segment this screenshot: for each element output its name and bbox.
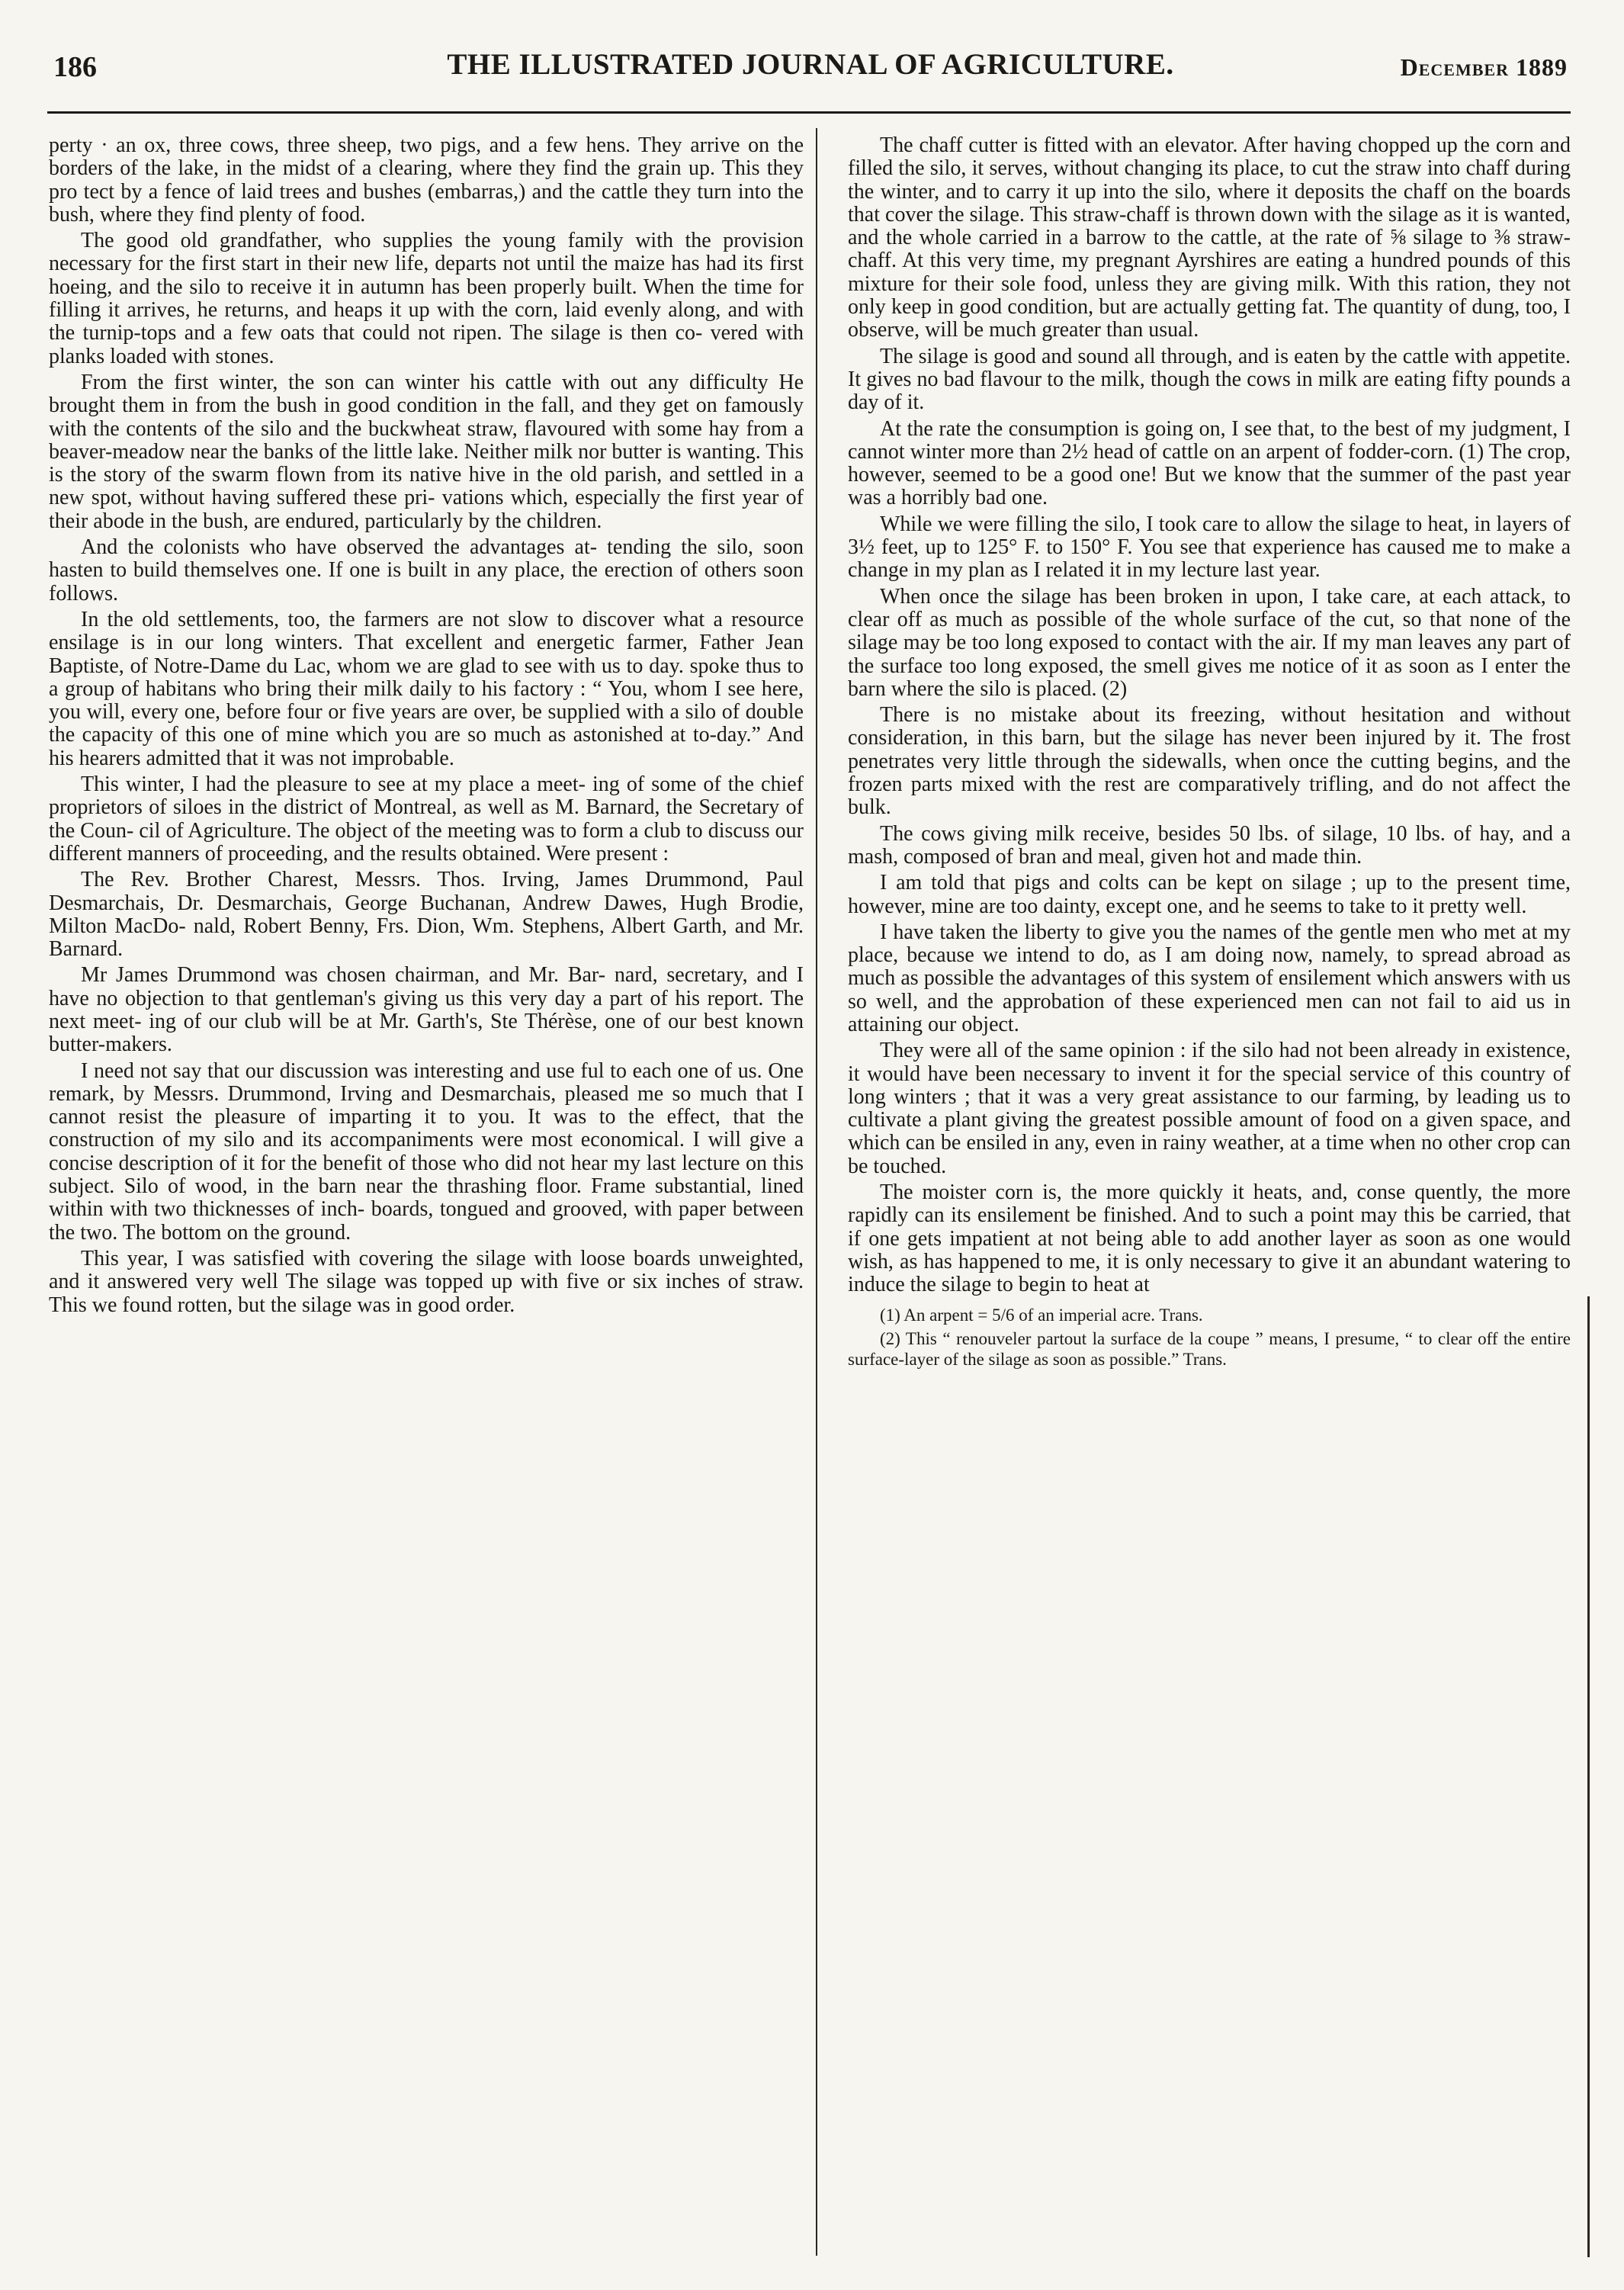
column-divider — [816, 128, 817, 2256]
paragraph: The Rev. Brother Charest, Messrs. Thos. Irving, James Drummond, Paul Desmarchais, Dr. Desmarchais, George Buchanan, Andrew Dawes, Hugh Brodie, Milton MacDo- nald, Robert Benny, Frs. Dion, Wm. Stephens, Albert Garth, and Mr. Barnard. — [49, 868, 804, 962]
page-number: 186 — [53, 51, 97, 83]
header-rule — [47, 111, 1571, 114]
paragraph: There is no mistake about its freezing, without hesitation and without consideration, in this barn, but the silage has never been injured by it. The frost penetrates very little through the sidewalls, when once the cutting begins, and the frozen parts mixed with the rest are comparatively trifling, and do not affect the bulk. — [848, 703, 1571, 820]
paragraph: The good old grandfather, who supplies the young family with the provision necessary for the first start in their new life, departs not until the maize has had its first hoeing, and the silo to receive it in autumn has been properly built. When the time for filling it arrives, he returns, and heaps it up with the corn, laid evenly along, and with the turnip-tops and a few oats that could not ripen. The silage is then co- vered with planks loaded with stones. — [49, 229, 804, 368]
paragraph: Mr James Drummond was chosen chairman, and Mr. Bar- nard, secretary, and I have no objection to that gentleman's giving us this very day a part of his report. The next meet- ing of our club will be at Mr. Garth's, Ste Thérèse, one of our best known butter-makers. — [49, 963, 804, 1057]
paragraph: And the colonists who have observed the advantages at- tending the silo, soon hasten to build themselves one. If one is built in any place, the erection of others soon follows. — [49, 535, 804, 605]
paragraph: The silage is good and sound all through, and is eaten by the cattle with appetite. It gives no bad flavour to the milk, though the cows in milk are eating fifty pounds a day of it. — [848, 344, 1571, 415]
paragraph: When once the silage has been broken in upon, I take care, at each attack, to clear off as much as possible of the whole surface of the cut, so that none of the silage may be too long exposed to contact with the air. If my man leaves any part of the surface too long exposed, the smell gives me notice of it as soon as I enter the barn where the silo is placed. (2) — [848, 584, 1571, 701]
paragraph: I am told that pigs and colts can be kept on silage ; up to the present time, however, mine are too dainty, except one, and he seems to take to it pretty well. — [848, 871, 1571, 918]
footnote: (2) This “ renouveler partout la surface de la coupe ” means, I presume, “ to clear off the entire surface-layer of the silage as soon as possible.” Trans. — [848, 1328, 1571, 1369]
left-column — [49, 134, 804, 1320]
journal-title: THE ILLUSTRATED JOURNAL OF AGRICULTURE. — [447, 48, 1174, 81]
paragraph: The chaff cutter is fitted with an elevator. After having chopped up the corn and filled the silo, it serves, without changing its place, to cut the straw into chaff during the winter, and to carry it up into the silo, where it deposits the chaff on the boards that cover the silage. This straw-chaff is thrown down with the silage as it is wanted, and the whole carried in a barrow to the cattle, at the rate of ⅝ silage to ⅜ straw-chaff. At this very time, my pregnant Ayrshires are eating a hundred pounds of this mixture for their sole food, unless they are giving milk. With this ration, they not only keep in good condition, but are actually getting fat. The quantity of dung, too, I observe, will be much greater than usual. — [848, 133, 1571, 342]
right-column — [848, 134, 1571, 1373]
paragraph: From the first winter, the son can winter his cattle with out any difficulty He brought them in from the bush in good condition in the fall, and they get on famously with the contents of the silo and the buckwheat straw, flavoured with some hay from a beaver-meadow near the banks of the little lake. Neither milk nor butter is wanting. This is the story of the swarm flown from its native hive in the old parish, and settled in a new spot, without having suffered these pri- vations which, especially the first year of their abode in the bush, are endured, particularly by the children. — [49, 370, 804, 533]
paragraph: I have taken the liberty to give you the names of the gentle men who met at my place, because we intend to do, as I am doing now, namely, to spread abroad as much as possible the advantages of this system of ensilement which answers with us so well, and the approbation of these experienced men can not fail to aid us in attaining our object. — [848, 920, 1571, 1036]
paragraph: They were all of the same opinion : if the silo had not been already in existence, it would have been necessary to invent it for the special service of this country of long winters ; that it was a very great assistance to our farming, by leading us to cultivate a plant giving the greatest possible amount of food on a given space, and which can be ensiled in any, even in rainy weather, at a time when no other crop can be touched. — [848, 1039, 1571, 1178]
footnote: (1) An arpent = 5/6 of an imperial acre. Trans. — [880, 1305, 1203, 1325]
footnotes — [848, 1305, 1571, 1370]
paragraph: The moister corn is, the more quickly it heats, and, conse quently, the more rapidly can its ensilement be finished. And to such a point may this be carried, that if one gets impatient at not being able to add another layer as soon as one would wish, as has happened to me, it is only necessary to give it an abundant watering to induce the silage to begin to heat at — [848, 1180, 1571, 1297]
paragraph: In the old settlements, too, the farmers are not slow to discover what a resource ensilage is in our long winters. That excellent and energetic farmer, Father Jean Baptiste, of Notre-Dame du Lac, whom we are glad to see with us to day. spoke thus to a group of habitans who bring their milk daily to his factory : “ You, whom I see here, you will, every one, before four or five years are over, be supplied with a silo of double the capacity of this one of mine which you are so much as astonished at to-day.” And his hearers admitted that it was not improbable. — [49, 607, 804, 770]
page-header — [53, 46, 1568, 92]
paragraph: perty · an ox, three cows, three sheep, two pigs, and a few hens. They arrive on the borders of the lake, in the midst of a clearing, where they find the grain up. This they pro tect by a fence of laid trees and bushes (embarras,) and the cattle they turn into the bush, where they find plenty of food. — [49, 133, 804, 226]
paragraph: This winter, I had the pleasure to see at my place a meet- ing of some of the chief proprietors of siloes in the district of Montreal, as well as M. Barnard, the Secretary of the Coun- cil of Agriculture. The object of the meeting was to form a club to discuss our different manners of proceeding, and the results obtained. Were present : — [49, 772, 804, 866]
paragraph: I need not say that our discussion was interesting and use ful to each one of us. One remark, by Messrs. Drummond, Irving and Desmarchais, pleased me so much that I cannot resist the pleasure of imparting it to you. It was to the effect, that the construction of my silo and its accompaniments were most economical. I will give a concise description of it for the benefit of those who did not hear my last lecture on this subject. Silo of wood, in the barn near the thrashing floor. Frame substantial, lined within with two thicknesses of inch- boards, tongued and grooved, with paper between the two. The bottom on the ground. — [49, 1058, 804, 1245]
paragraph: While we were filling the silo, I took care to allow the silage to heat, in layers of 3½ feet, up to 125° F. to 150° F. You see that experience has caused me to make a change in my plan as I related it in my lecture last year. — [848, 512, 1571, 583]
paragraph: This year, I was satisfied with covering the silage with loose boards unweighted, and it answered very well The silage was topped up with five or six inches of straw. This we found rotten, but the silage was in good order. — [49, 1246, 804, 1317]
issue-date: December 1889 — [1400, 53, 1568, 81]
paragraph: At the rate the consumption is going on, I see that, to the best of my judgment, I cannot winter more than 2½ head of cattle on an arpent of fodder-corn. (1) The crop, however, seemed to be a good one! But we know that the summer of the past year was a horribly bad one. — [848, 416, 1571, 510]
paragraph: The cows giving milk receive, besides 50 lbs. of silage, 10 lbs. of hay, and a mash, composed of bran and meal, given hot and made thin. — [848, 821, 1571, 869]
page-edge-rule — [1587, 1296, 1590, 2257]
